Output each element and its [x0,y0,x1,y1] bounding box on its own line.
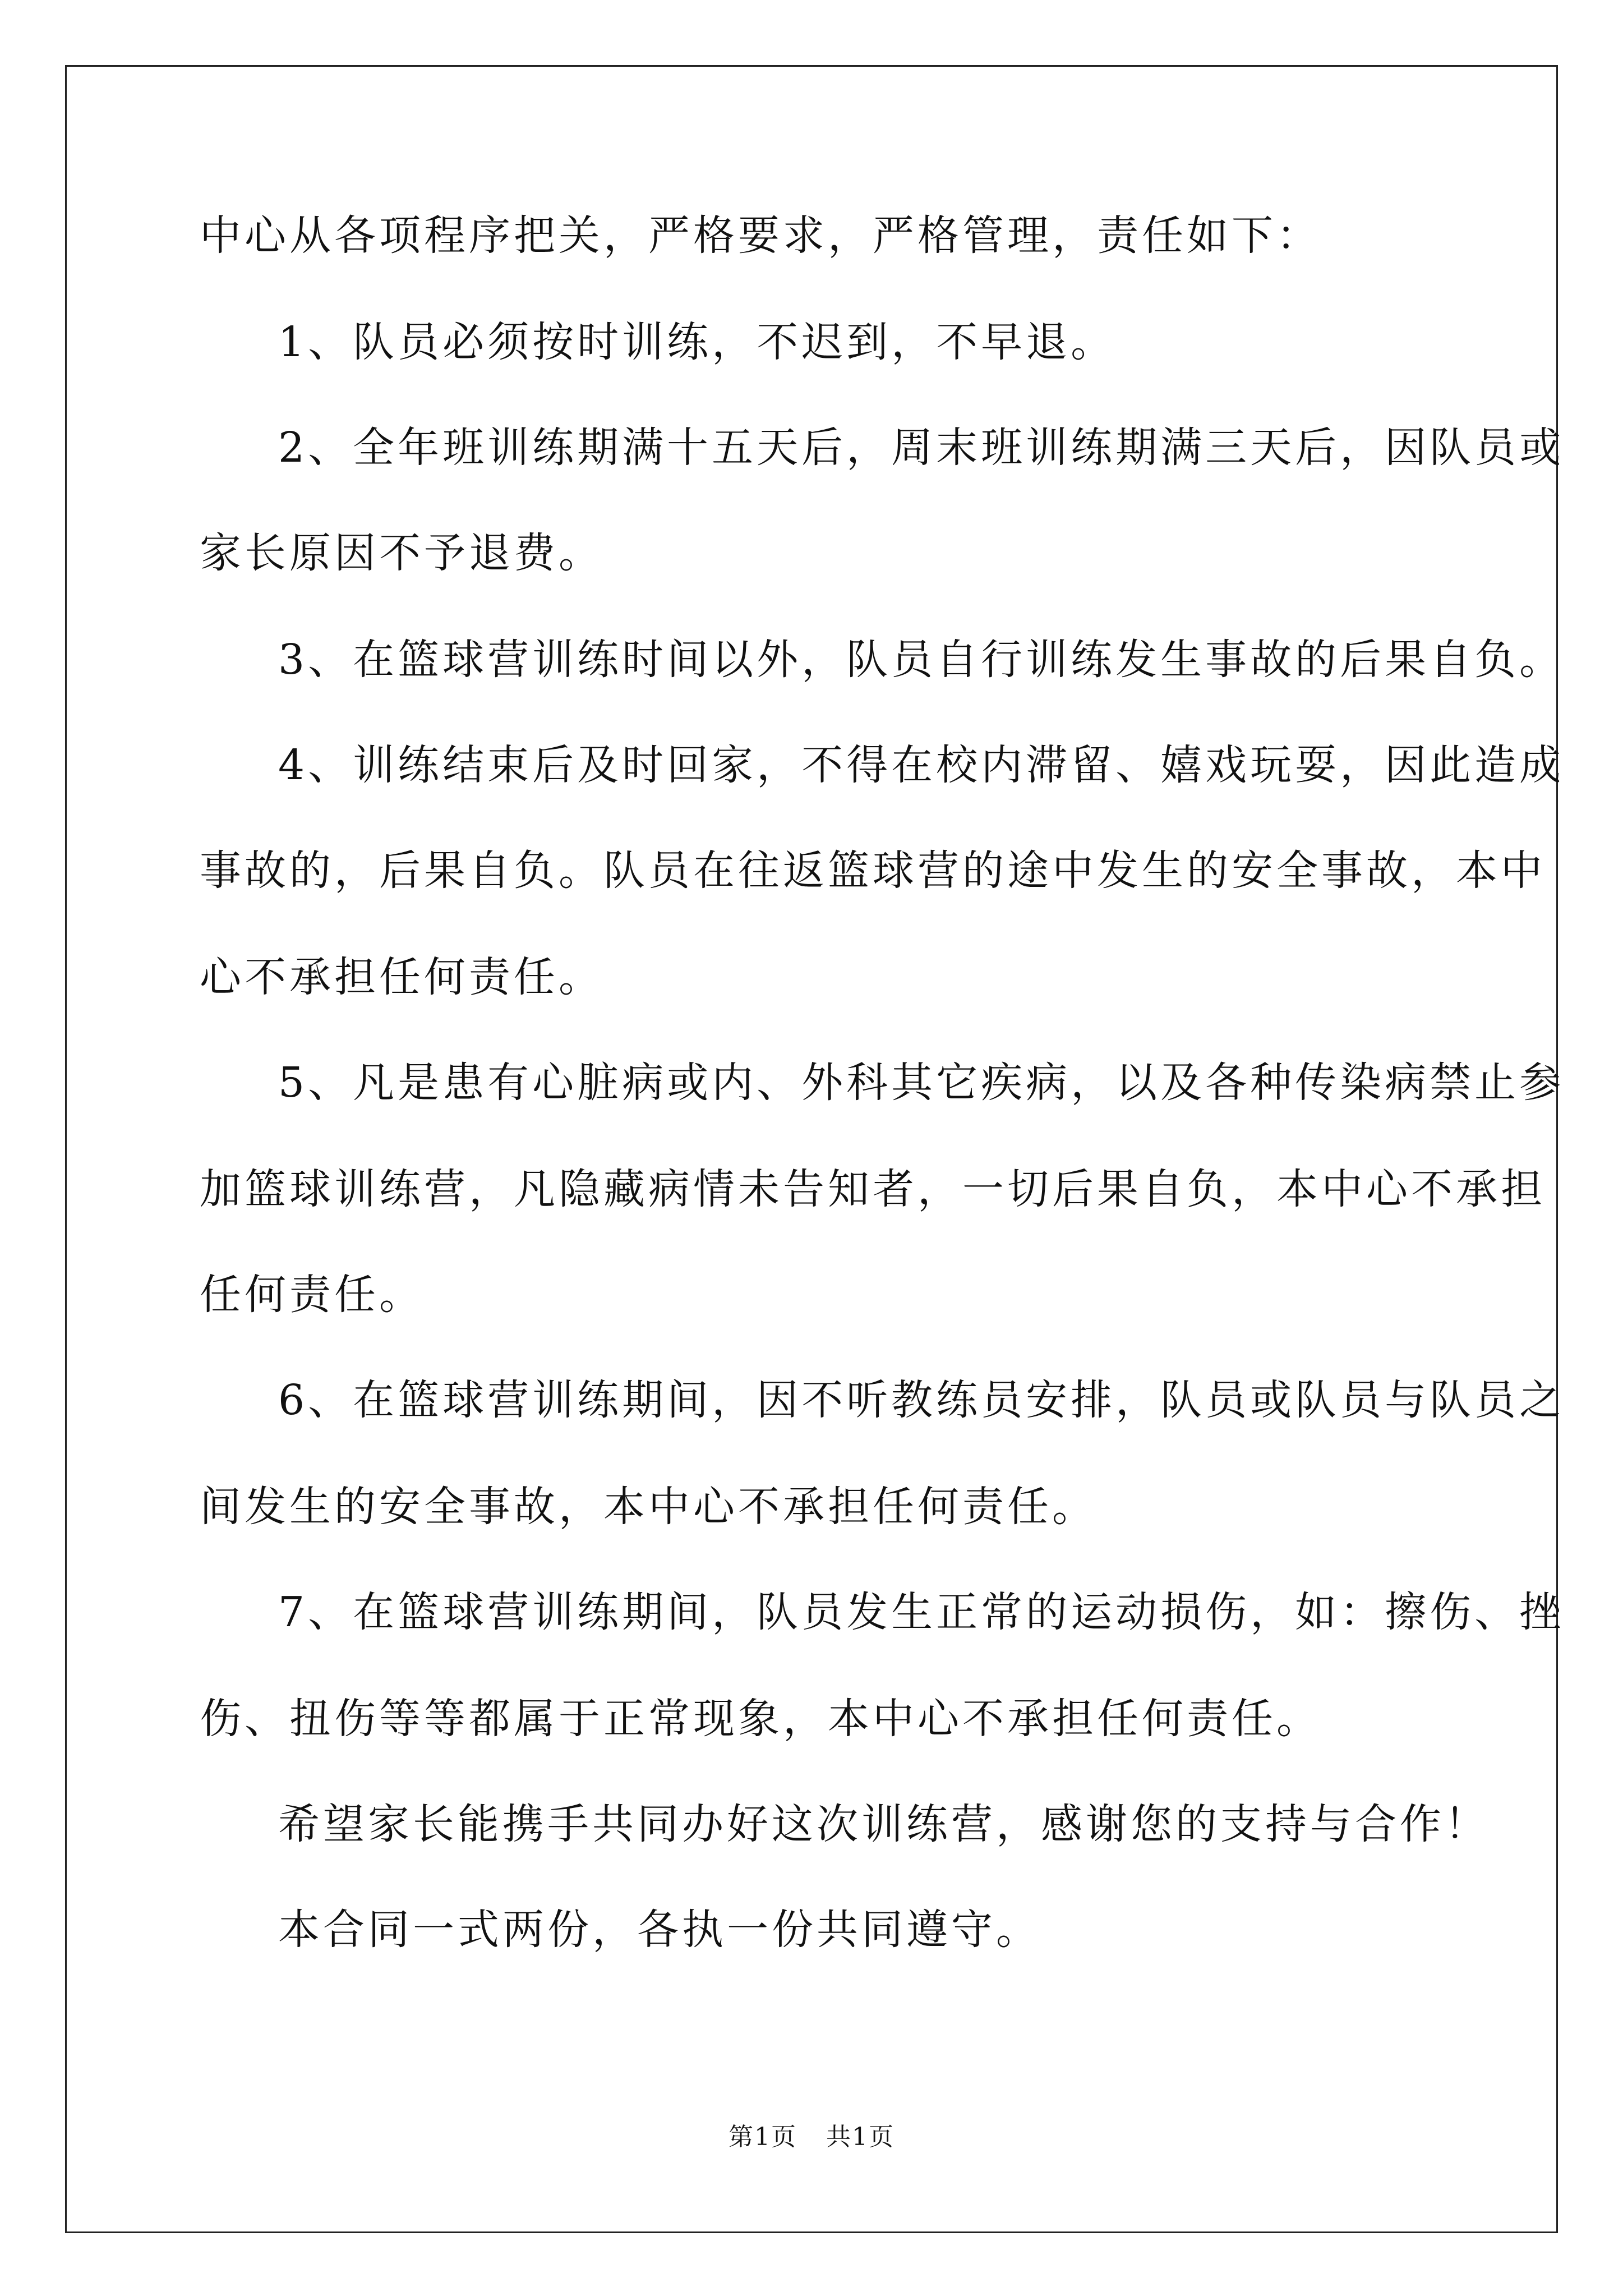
text-line: 3、在篮球营训练时间以外，队员自行训练发生事故的后果自负。 [278,636,1565,684]
text-line: 事故的，后果自负。队员在往返篮球营的途中发生的安全事故，本中 [200,846,1546,895]
text-line: 本合同一式两份，各执一份共同遵守。 [278,1906,1041,1954]
text-line: 伤、扭伤等等都属于正常现象，本中心不承担任何责任。 [200,1695,1321,1743]
text-line: 1、队员必须按时训练，不迟到，不早退。 [278,318,1116,366]
text-line: 6、在篮球营训练期间，因不听教练员安排，队员或队员与队员之 [278,1376,1565,1424]
text-line: 任何责任。 [200,1271,424,1319]
text-line: 中心从各项程序把关，严格要求，严格管理，责任如下： [200,211,1321,260]
text-line: 2、全年班训练期满十五天后，周末班训练期满三天后，因队员或 [278,424,1565,472]
text-line: 家长原因不予退费。 [200,529,603,577]
text-line: 加篮球训练营，凡隐藏病情未告知者，一切后果自负，本中心不承担 [200,1165,1546,1213]
text-line: 7、在篮球营训练期间，队员发生正常的运动损伤，如：擦伤、挫 [278,1588,1565,1636]
page-number: 第1页 [728,2123,797,2151]
text-line: 间发生的安全事故，本中心不承担任何责任。 [200,1483,1097,1531]
page-footer [0,2120,1623,2154]
text-line: 希望家长能携手共同办好这次训练营，感谢您的支持与合作！ [278,1800,1490,1848]
text-line: 5、凡是患有心脏病或内、外科其它疾病，以及各种传染病禁止参 [278,1059,1565,1107]
text-line: 4、训练结束后及时回家，不得在校内滞留、嬉戏玩耍，因此造成 [278,741,1565,789]
page-total: 共1页 [826,2123,895,2151]
text-line: 心不承担任何责任。 [200,953,603,1001]
